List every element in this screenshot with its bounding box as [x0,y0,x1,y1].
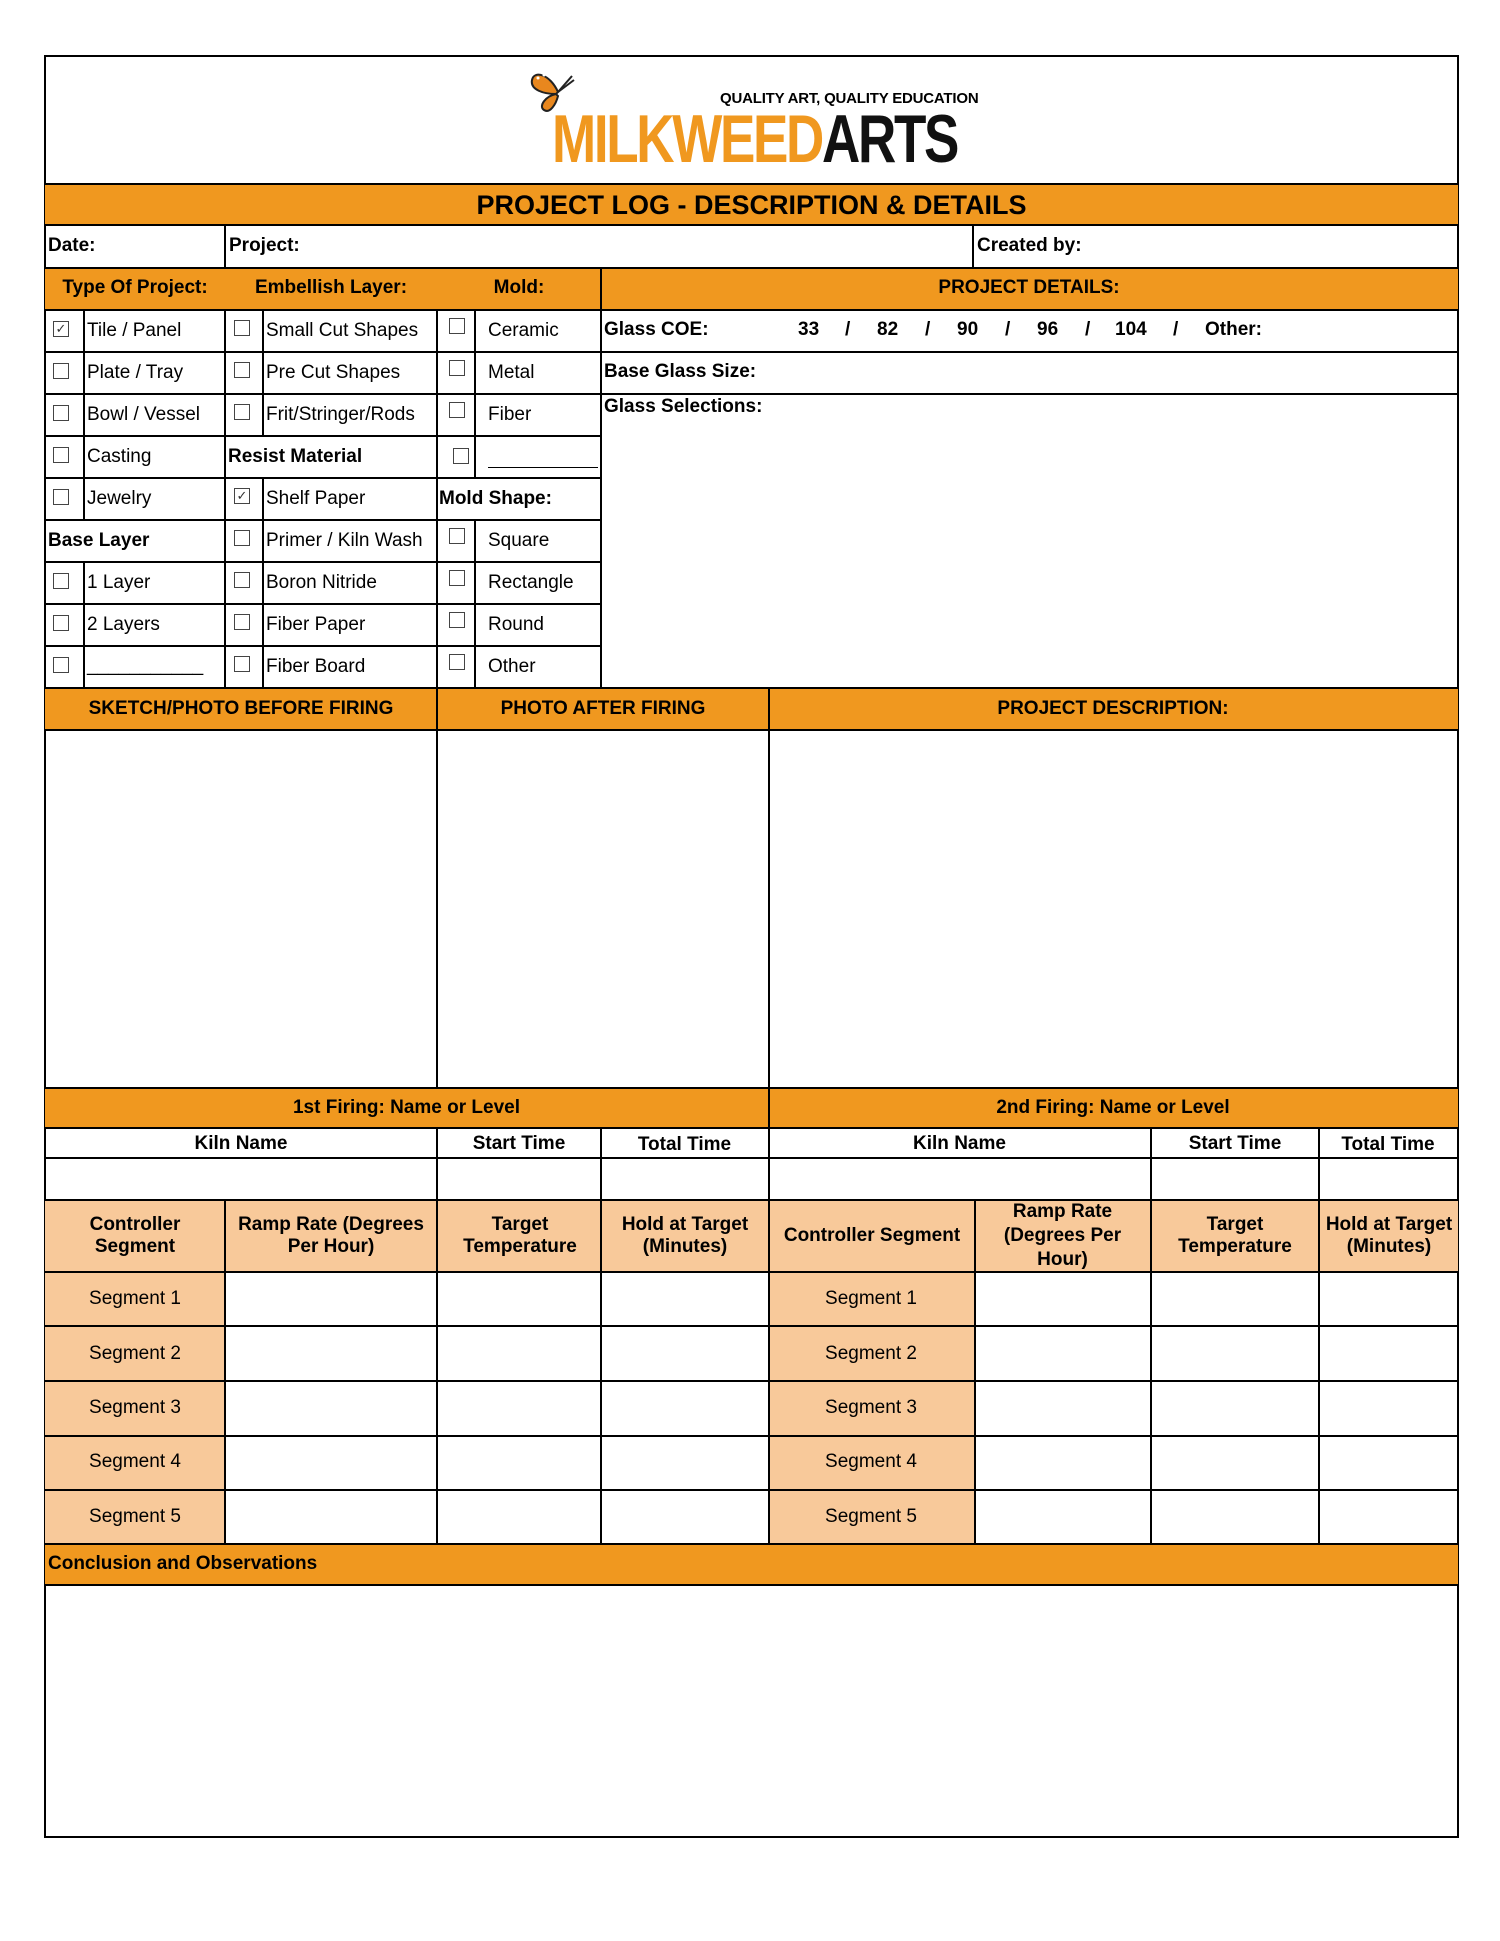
created-by-label: Created by: [977,235,1082,256]
checkbox-metal[interactable] [449,360,465,376]
base-glass-size-label: Base Glass Size: [604,361,757,382]
firing1-kiln-name: Kiln Name [194,1133,288,1154]
firing1-col-controller-segment: Controller Segment [89,1214,181,1257]
option-rectangle: Rectangle [488,572,574,593]
firing2-col-target-temperature: Target Temperature [1178,1214,1292,1257]
project-details-header: PROJECT DETAILS: [938,277,1120,298]
firing2-title: 2nd Firing: Name or Level [996,1097,1230,1118]
option-fiber-paper: Fiber Paper [266,614,366,635]
firing1-col-hold-at-target: Hold at Target (Minutes) [621,1214,749,1257]
glass-coe-label: Glass COE: [604,319,709,340]
project-description-header: PROJECT DESCRIPTION: [997,698,1229,719]
checkbox-casting[interactable] [53,447,69,463]
date-label: Date: [48,235,96,256]
brand-name-part1: MILKWEED [552,101,823,177]
checkbox-fiber-board[interactable] [234,656,250,672]
checkbox-round[interactable] [449,612,465,628]
option-shelf-paper: Shelf Paper [266,488,366,509]
photo-after-header: PHOTO AFTER FIRING [500,698,706,719]
firing1-segment-4: Segment 4 [89,1451,181,1472]
checkbox-tile-panel[interactable]: ✓ [53,321,69,337]
logo [530,68,979,177]
photo-after-area[interactable] [438,731,767,1086]
checkbox-fiber-paper[interactable] [234,614,250,630]
conclusion-heading: Conclusion and Observations [48,1553,318,1574]
option-ceramic: Ceramic [488,320,559,341]
coe-separator: / [845,319,851,340]
firing1-col-ramp-rate: Ramp Rate (Degrees Per Hour) [238,1214,424,1257]
coe-82[interactable]: 82 [877,319,899,340]
sketch-before-header: SKETCH/PHOTO BEFORE FIRING [88,698,394,719]
firing2-segment-1: Segment 1 [825,1288,917,1309]
page-title: PROJECT LOG - DESCRIPTION & DETAILS [476,190,1027,220]
coe-separator: / [925,319,931,340]
option-tile-panel: Tile / Panel [87,320,182,341]
firing2-segment-3: Segment 3 [825,1397,917,1418]
project-field[interactable] [310,226,970,266]
firing2-segment-5: Segment 5 [825,1506,917,1527]
project-description-area[interactable] [770,731,1457,1086]
brand-tagline: QUALITY ART, QUALITY EDUCATION [720,90,979,107]
option-metal: Metal [488,362,535,383]
firing2-kiln-name-field[interactable] [770,1159,1149,1198]
firing1-segment-3: Segment 3 [89,1397,181,1418]
checkbox-primer-kiln-wash[interactable] [234,530,250,546]
firing1-segment-2: Segment 2 [89,1343,181,1364]
checkbox-base-other[interactable] [53,657,69,673]
coe-separator: / [1085,319,1091,340]
firing2-segment-4: Segment 4 [825,1451,917,1472]
firing2-total-time: Total Time [1341,1134,1435,1155]
checkbox-boron-nitride[interactable] [234,572,250,588]
checkbox-shape-other[interactable] [449,654,465,670]
option-pre-cut-shapes: Pre Cut Shapes [266,362,401,383]
firing2-total-time-field[interactable] [1320,1159,1457,1198]
firing2-col-hold-at-target: Hold at Target (Minutes) [1325,1214,1453,1257]
base-glass-size-field[interactable] [760,353,1456,391]
base-layer-heading: Base Layer [48,530,150,551]
option-casting: Casting [87,446,152,467]
checkbox-shelf-paper[interactable]: ✓ [234,488,250,504]
checkbox-mold-other[interactable] [453,448,469,464]
firing1-segment-1: Segment 1 [89,1288,181,1309]
coe-96[interactable]: 96 [1037,319,1059,340]
coe-90[interactable]: 90 [957,319,979,340]
coe-104[interactable]: 104 [1115,319,1147,340]
checkbox-plate-tray[interactable] [53,363,69,379]
glass-selections-label: Glass Selections: [604,396,763,417]
option-round: Round [488,614,544,635]
checkbox-small-cut-shapes[interactable] [234,320,250,336]
firing1-kiln-name-field[interactable] [46,1159,435,1198]
mold-header: Mold: [493,277,545,298]
created-by-field[interactable] [1090,226,1456,266]
brand-name-part2: ARTS [822,101,958,177]
type-of-project-header: Type Of Project: [62,277,208,298]
checkbox-fiber[interactable] [449,402,465,418]
sketch-before-area[interactable] [46,731,435,1086]
conclusion-area[interactable] [46,1586,1457,1836]
firing1-total-time-field[interactable] [602,1159,767,1198]
checkbox-frit-stringer-rods[interactable] [234,404,250,420]
checkbox-2-layers[interactable] [53,615,69,631]
coe-other[interactable]: Other: [1205,319,1262,340]
option-1-layer: 1 Layer [87,572,151,593]
checkbox-ceramic[interactable] [449,318,465,334]
option-2-layers: 2 Layers [87,614,160,635]
option-plate-tray: Plate / Tray [87,362,184,383]
option-shape-other: Other [488,656,536,677]
checkbox-square[interactable] [449,528,465,544]
resist-material-heading: Resist Material [228,446,363,467]
checkbox-rectangle[interactable] [449,570,465,586]
firing2-start-time: Start Time [1188,1133,1282,1154]
firing1-col-target-temperature: Target Temperature [463,1214,577,1257]
option-jewelry: Jewelry [87,488,152,509]
option-boron-nitride: Boron Nitride [266,572,377,593]
glass-selections-field[interactable] [602,420,1456,686]
checkbox-jewelry[interactable] [53,489,69,505]
firing2-start-time-field[interactable] [1152,1159,1317,1198]
firing1-start-time: Start Time [472,1133,566,1154]
checkbox-bowl-vessel[interactable] [53,405,69,421]
firing1-segment-5: Segment 5 [89,1506,181,1527]
firing1-total-time: Total Time [637,1134,732,1155]
date-field[interactable] [120,226,222,266]
firing2-kiln-name: Kiln Name [913,1133,1006,1154]
option-fiber: Fiber [488,404,532,425]
option-primer-kiln-wash: Primer / Kiln Wash [266,530,423,551]
firing2-segment-2: Segment 2 [825,1343,917,1364]
firing2-col-controller-segment: Controller Segment [783,1225,961,1246]
option-small-cut-shapes: Small Cut Shapes [266,320,419,341]
option-square: Square [488,530,550,551]
coe-33[interactable]: 33 [798,319,820,340]
firing1-start-time-field[interactable] [438,1159,599,1198]
coe-separator: / [1173,319,1179,340]
option-frit-stringer-rods: Frit/Stringer/Rods [266,404,415,425]
checkbox-1-layer[interactable] [53,573,69,589]
brand-name [552,101,958,177]
firing1-title: 1st Firing: Name or Level [292,1097,520,1118]
checkbox-pre-cut-shapes[interactable] [234,362,250,378]
option-bowl-vessel: Bowl / Vessel [87,404,200,425]
embellish-layer-header: Embellish Layer: [254,277,408,298]
mold-other-blank[interactable] [488,467,598,468]
option-fiber-board: Fiber Board [266,656,366,677]
firing2-col-ramp-rate: Ramp Rate (Degrees Per Hour) [1003,1201,1122,1270]
option-base-other-blank[interactable]: ___________ [87,655,204,676]
coe-separator: / [1005,319,1011,340]
project-label: Project: [229,235,300,256]
mold-shape-heading: Mold Shape: [439,488,552,509]
